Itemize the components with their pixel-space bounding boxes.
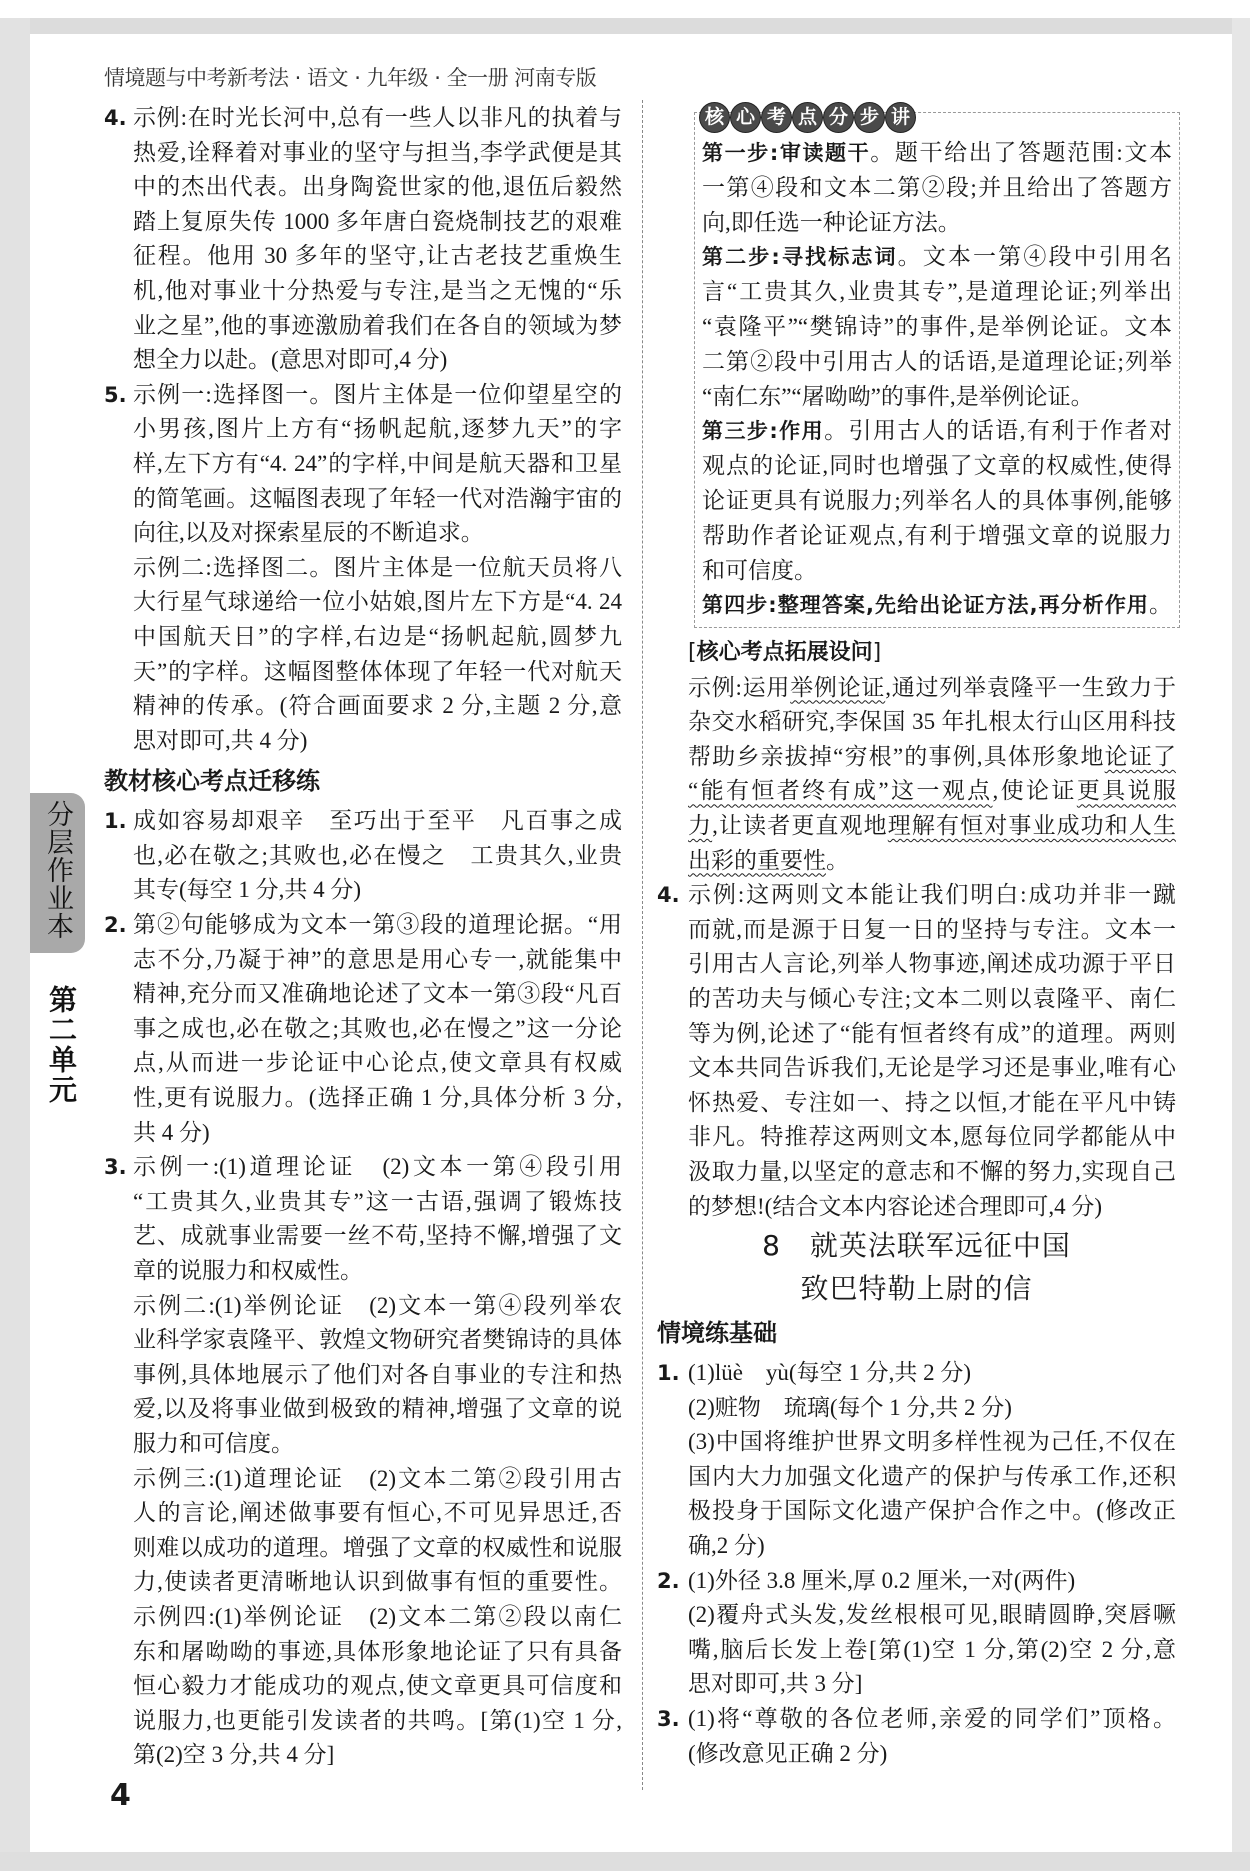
text-line xyxy=(133,873,622,908)
text-line xyxy=(133,1185,622,1220)
text-line xyxy=(702,414,1172,449)
line-text: 第(2)空 3 分,共 4 分] xyxy=(133,1742,335,1768)
line-text: 精神,充分而又准确地论述了文本一第③段“凡百 xyxy=(133,981,622,1007)
line-text: 而就,而是源于日复一日的坚持与专注。文本一 xyxy=(688,916,1176,942)
line-text: 也,必在敬之;其败也,必在慢之 工贵其久,业贵 xyxy=(133,842,622,868)
line-text: 小男孩,图片上方有“扬帆起航,逐梦九天”的字 xyxy=(133,416,622,442)
line-text: (2)赃物 琉璃(每个 1 分,共 2 分) xyxy=(688,1394,1012,1420)
line-text: 其专(每空 1 分,共 4 分) xyxy=(133,877,362,903)
text-line xyxy=(133,1116,622,1151)
text-line xyxy=(133,804,622,839)
line-text: 思对即可,共 4 分) xyxy=(133,727,308,753)
unit-label: 第二单元 xyxy=(45,985,78,1105)
subsection-heading-text: 核心考点拓展设问 xyxy=(696,640,873,665)
line-text: 力,使读者更清晰地认识到做事有恒的重要性。 xyxy=(133,1569,622,1595)
text-line xyxy=(133,1150,622,1185)
text-line xyxy=(133,309,622,344)
text-line xyxy=(133,1081,622,1116)
text-line xyxy=(702,554,1172,589)
line-text: 章的说服力和权威性。 xyxy=(133,1258,363,1283)
line-text: ,使论证 xyxy=(992,778,1077,804)
underlined-text: 论证了 xyxy=(1104,743,1176,769)
text-line xyxy=(133,585,622,620)
line-text: (3)中国将维护世界文明多样性视为己任,不仅在 xyxy=(688,1429,1176,1455)
line-text: 思对即可,共 3 分] xyxy=(688,1671,863,1697)
underlined-text: “能有恒者终有成”这一观点 xyxy=(688,778,993,804)
text-line xyxy=(133,1462,622,1497)
line-text: 想全力以赴。(意思对即可,4 分) xyxy=(133,347,448,373)
right-column xyxy=(657,636,1176,1771)
text-line xyxy=(133,170,622,205)
line-text: 点,从而进一步论证中心论点,使文章具有权威 xyxy=(133,1050,622,1076)
line-text: (1)将“尊敬的各位老师,亲爱的同学们”顶格。 xyxy=(688,1706,1176,1732)
text-line xyxy=(133,136,622,171)
line-text: (1)lüè yù(每空 1 分,共 2 分) xyxy=(688,1360,971,1386)
answer-item xyxy=(657,1356,1176,1564)
text-line xyxy=(702,275,1172,310)
answer-paragraph xyxy=(657,671,1176,879)
scan-border-right xyxy=(1232,18,1250,1871)
lesson-title: 8 就英法联军远征中国 xyxy=(762,1229,1071,1263)
answer-item xyxy=(657,1702,1176,1771)
line-text: 示例四:(1)举例论证 (2)文本二第②段以南仁 xyxy=(133,1603,622,1629)
line-text: “南仁东”“屠呦呦”的事件,是举例论证。 xyxy=(702,383,1094,409)
line-text: 示例:在时光长河中,总有一些人以非凡的执着与 xyxy=(133,105,622,130)
line-text: 示例:运用 xyxy=(688,674,791,700)
text-line xyxy=(688,1120,1176,1155)
text-line xyxy=(688,1737,1176,1772)
item-number: 3. xyxy=(104,1155,127,1180)
text-line xyxy=(133,655,622,690)
line-text: 说服力,也更能引发读者的共鸣。[第(1)空 1 分, xyxy=(133,1707,622,1733)
text-line xyxy=(688,705,1176,740)
answer-item xyxy=(104,378,622,759)
subsection-heading xyxy=(657,636,1176,671)
line-text: 人的言论,阐述做事要有恒心,不可见异思迁,否 xyxy=(133,1500,622,1526)
line-text: 等为例,论述了“能有恒者终有成”的道理。两则 xyxy=(688,1020,1176,1046)
text-line xyxy=(133,1254,622,1289)
answer-item xyxy=(657,1564,1176,1702)
line-text: 汲取力量,以坚定的意志和不懈的努力,实现自己 xyxy=(688,1158,1176,1184)
line-text: 样,左下方有“4. 24”的字样,中间是航天器和卫星 xyxy=(133,450,622,476)
line-text: 示例:这两则文本能让我们明白:成功并非一蹴 xyxy=(688,882,1176,908)
answer-item xyxy=(104,1150,622,1773)
line-text: 中的杰出代表。出身陶瓷世家的他,退伍后毅然 xyxy=(133,174,622,200)
text-line xyxy=(688,913,1176,948)
text-line xyxy=(133,1392,622,1427)
line-text: 非凡。特推荐这两则文本,愿每位同学都能从中 xyxy=(688,1124,1176,1150)
text-line xyxy=(133,1738,622,1773)
text-line xyxy=(688,774,1176,809)
bold-label: 第二步:寻找标志词 xyxy=(702,245,898,270)
text-line xyxy=(133,205,622,240)
text-line xyxy=(688,1425,1176,1460)
page-number: 4 xyxy=(110,1778,131,1813)
badge-char: 步 xyxy=(855,103,884,132)
line-text: 天”的字样。这幅图整体体现了年轻一代对航天 xyxy=(133,658,622,684)
badge-char: 点 xyxy=(793,103,822,132)
item-number: 4. xyxy=(657,883,680,908)
text-line xyxy=(133,1669,622,1704)
answer-item xyxy=(104,804,622,908)
bold-label: 第一步:审读题干 xyxy=(702,141,871,165)
text-line xyxy=(688,1598,1176,1633)
text-line xyxy=(133,516,622,551)
text-line xyxy=(133,943,622,978)
text-line xyxy=(133,689,622,724)
badge-char: 考 xyxy=(762,103,791,132)
text-line xyxy=(702,345,1172,380)
line-text: 东和屠呦呦的事迹,具体形象地论证了只有具备 xyxy=(133,1638,622,1664)
text-line xyxy=(688,671,1176,706)
text-line xyxy=(688,1017,1176,1052)
text-line xyxy=(133,482,622,517)
text-line xyxy=(688,1051,1176,1086)
line-text: 怀热爱、专注如一、持之以恒,才能在平凡中铸 xyxy=(688,1089,1176,1115)
text-line xyxy=(133,1565,622,1600)
line-text: 机,他对事业十分热爱与专注,是当之无愧的“乐 xyxy=(133,277,622,303)
text-line xyxy=(702,519,1172,554)
line-text: (1)外径 3.8 厘米,厚 0.2 厘米,一对(两件) xyxy=(688,1567,1076,1593)
underlined-text: 力 xyxy=(688,812,713,838)
badge-char: 心 xyxy=(731,103,760,132)
line-text: 示例一:(1)道理论证 (2)文本一第④段引用 xyxy=(133,1154,622,1180)
text-line xyxy=(688,878,1176,913)
line-text: 大行星气球递给一位小姑娘,图片左下方是“4. 24 xyxy=(133,589,622,615)
line-text: 示例二:(1)举例论证 (2)文本一第④段列举农 xyxy=(133,1292,622,1318)
text-line xyxy=(688,1702,1176,1737)
line-text: 的简笔画。这幅图表现了年轻一代对浩瀚宇宙的 xyxy=(133,485,622,511)
text-line xyxy=(702,449,1172,484)
text-line xyxy=(688,1667,1176,1702)
line-text: 帮助作者论证观点,有利于增强文章的说服力 xyxy=(702,522,1172,548)
text-line xyxy=(702,171,1172,206)
text-line xyxy=(133,1289,622,1324)
text-line xyxy=(688,1633,1176,1668)
text-line xyxy=(133,620,622,655)
text-line xyxy=(688,809,1176,844)
line-text: (2)覆舟式头发,发丝根根可见,眼睛圆睁,突唇噘 xyxy=(688,1602,1176,1628)
line-text: 的梦想!(结合文本内容论述合理即可,4 分) xyxy=(688,1193,1102,1219)
item-number: 1. xyxy=(657,1361,680,1386)
line-text: 示例三:(1)道理论证 (2)文本二第②段引用古 xyxy=(133,1465,622,1491)
text-line xyxy=(133,447,622,482)
text-line xyxy=(688,844,1176,879)
badge-char: 核 xyxy=(700,103,729,132)
text-line xyxy=(702,380,1172,415)
line-text: 踏上复原失传 1000 多年唐白瓷烧制技艺的艰难 xyxy=(133,208,622,234)
running-header: 情境题与中考新考法 · 语文 · 九年级 · 全一册 河南专版 xyxy=(104,66,597,90)
line-text: 引用古人言论,列举人物事迹,阐述成功源于平日 xyxy=(688,951,1176,977)
text-line xyxy=(133,1427,622,1462)
text-line xyxy=(688,1494,1176,1529)
line-text: 论证更具有说服力;列举名人的具体事例,能够 xyxy=(702,487,1172,513)
lesson-title: 致巴特勒上尉的信 xyxy=(800,1272,1033,1306)
line-text: 一第④段和文本二第②段;并且给出了答题方 xyxy=(702,174,1172,200)
line-text: 言“工贵其久,业贵其专”,是道理论证;列举出 xyxy=(702,279,1172,305)
line-text: 事例,具体地展示了他们对各自事业的专注和热 xyxy=(133,1361,622,1387)
line-text: 精神的传承。(符合画面要求 2 分,主题 2 分,意 xyxy=(133,693,622,719)
item-number: 2. xyxy=(104,913,127,938)
item-number: 2. xyxy=(657,1568,680,1593)
text-line xyxy=(133,239,622,274)
line-text: 二第②段中引用古人的话语,是道理论证;列举 xyxy=(702,348,1172,374)
line-text: 。引用古人的话语,有利于作者对 xyxy=(824,418,1172,444)
line-text: 。 xyxy=(826,847,849,873)
line-text: ,让读者更直观地 xyxy=(712,812,888,838)
line-text: ,通过列举袁隆平一生致力于 xyxy=(885,674,1176,700)
text-line xyxy=(702,588,1172,623)
text-line xyxy=(133,274,622,309)
text-line xyxy=(688,1460,1176,1495)
line-text: 确,2 分) xyxy=(688,1533,765,1559)
text-line xyxy=(133,908,622,943)
text-line xyxy=(133,378,622,413)
answer-item xyxy=(657,878,1176,1224)
underlined-text: 举例论证 xyxy=(790,674,886,700)
side-tab-label: 分层作业本 xyxy=(42,800,73,940)
text-line xyxy=(133,724,622,759)
text-line xyxy=(133,343,622,378)
text-line xyxy=(133,412,622,447)
line-text: 爱,以及将事业做到极致的精神,增强了文章的说 xyxy=(133,1396,622,1422)
text-line xyxy=(688,1190,1176,1225)
bold-label: 第四步:整理答案,先给出论证方法,再分析作用 xyxy=(702,593,1149,618)
line-text: 共 4 分) xyxy=(133,1119,210,1145)
line-text: 帮助乡亲拔掉“穷根”的事例,具体形象地 xyxy=(688,743,1105,769)
text-line xyxy=(133,1600,622,1635)
text-line xyxy=(688,982,1176,1017)
line-text: 事之成也,必在敬之;其败也,必在慢之”这一分论 xyxy=(133,1015,622,1041)
line-text: 极投身于国际文化遗产保护合作之中。(修改正 xyxy=(688,1498,1176,1524)
line-text: 文本共同告诉我们,无论是学习还是事业,唯有心 xyxy=(688,1055,1176,1081)
line-text: “工贵其久,业贵其专”这一古语,强调了锻炼技 xyxy=(133,1188,622,1214)
bracket-close: ] xyxy=(872,640,882,665)
line-text: 向往,以及对探索星辰的不断追求。 xyxy=(133,520,484,546)
line-text: 。 xyxy=(1149,592,1172,618)
text-line xyxy=(702,310,1172,345)
line-text: 热爱,诠释着对事业的坚守与担当,李学武便是其 xyxy=(133,139,622,165)
text-line xyxy=(133,101,622,136)
line-text: 中国航天日”的字样,右边是“扬帆起航,圆梦九 xyxy=(133,623,622,649)
line-text: 成如容易却艰辛 至巧出于至平 凡百事之成 xyxy=(133,808,622,834)
section-heading: 情境练基础 xyxy=(657,1319,777,1348)
text-line xyxy=(133,1323,622,1358)
bracket-open: [ xyxy=(688,640,697,665)
item-number: 1. xyxy=(104,809,127,834)
text-line xyxy=(688,1529,1176,1564)
line-text: 和可信度。 xyxy=(702,557,817,583)
line-text: 第②句能够成为文本一第③段的道理论据。“用 xyxy=(133,912,622,938)
line-text: (修改意见正确 2 分) xyxy=(688,1740,888,1766)
item-number: 4. xyxy=(104,106,127,130)
line-text: 志不分,乃凝于神”的意思是用心专一,就能集中 xyxy=(133,946,622,972)
text-line xyxy=(688,740,1176,775)
line-text: 艺、成就事业需要一丝不苟,坚持不懈,增强了文 xyxy=(133,1223,622,1249)
line-text: 。文本一第④段中引用名 xyxy=(897,244,1172,270)
scan-border-left xyxy=(0,18,30,1871)
text-line xyxy=(133,839,622,874)
text-line xyxy=(688,1356,1176,1391)
line-text: 向,即任选一种论证方法。 xyxy=(702,209,961,235)
column-divider xyxy=(642,100,643,1790)
text-line xyxy=(702,484,1172,519)
line-text: 业科学家袁隆平、敦煌文物研究者樊锦诗的具体 xyxy=(133,1327,622,1353)
underlined-text: 理解有恒对事业成功和人生 xyxy=(887,812,1176,838)
item-number: 5. xyxy=(104,382,127,407)
text-line xyxy=(688,1391,1176,1426)
text-line xyxy=(702,206,1172,241)
badge-char: 分 xyxy=(824,103,853,132)
text-line xyxy=(133,1219,622,1254)
line-text: 。题干给出了答题范围:文本 xyxy=(870,140,1172,165)
text-line xyxy=(688,1086,1176,1121)
underlined-text: 更具说服 xyxy=(1076,778,1176,804)
underlined-text: 出彩的重要性 xyxy=(688,847,826,873)
text-line xyxy=(133,1358,622,1393)
text-line xyxy=(688,1564,1176,1599)
text-line xyxy=(133,1496,622,1531)
line-text: 征程。他用 30 多年的坚守,让古老技艺重焕生 xyxy=(133,243,622,269)
text-line xyxy=(133,977,622,1012)
line-text: 性,更有说服力。(选择正确 1 分,具体分析 3 分, xyxy=(133,1085,622,1111)
line-text: 业之星”,他的事迹激励着我们在各自的领域为梦 xyxy=(133,312,622,338)
scan-border-top xyxy=(0,18,1250,34)
line-text: 嘴,脑后长发上卷[第(1)空 1 分,第(2)空 2 分,意 xyxy=(688,1636,1176,1662)
text-line xyxy=(133,1531,622,1566)
answer-item xyxy=(104,101,622,378)
text-line xyxy=(702,136,1172,171)
text-line xyxy=(133,1635,622,1670)
core-steps-badge xyxy=(700,103,917,132)
line-text: 则难以成功的道理。增强了文章的权威性和说服 xyxy=(133,1534,622,1560)
line-text: 恒心毅力才能成功的观点,使文章更具可信度和 xyxy=(133,1673,622,1699)
text-line xyxy=(688,947,1176,982)
text-line xyxy=(133,1704,622,1739)
text-line xyxy=(133,1046,622,1081)
text-line xyxy=(133,1012,622,1047)
line-text: 观点的论证,同时也增强了文章的权威性,使得 xyxy=(702,453,1172,479)
text-line xyxy=(688,1155,1176,1190)
left-column xyxy=(104,101,622,1773)
answer-item xyxy=(104,908,622,1150)
line-text: 杂交水稻研究,李保国 35 年扎根太行山区用科技 xyxy=(688,709,1176,735)
line-text: 服力和可信度。 xyxy=(133,1430,294,1456)
text-line xyxy=(133,551,622,586)
section-heading: 教材核心考点迁移练 xyxy=(104,767,320,796)
badge-char: 讲 xyxy=(886,103,915,132)
line-text: 的苦功夫与倾心专注;文本二则以袁隆平、南仁 xyxy=(688,985,1176,1011)
core-steps-content xyxy=(702,136,1172,623)
line-text: 国内大力加强文化遗产的保护与传承工作,还积 xyxy=(688,1463,1176,1489)
item-number: 3. xyxy=(657,1707,680,1732)
line-text: 示例二:选择图二。图片主体是一位航天员将八 xyxy=(133,554,622,580)
bold-label: 第三步:作用 xyxy=(702,419,825,444)
text-line xyxy=(702,240,1172,275)
line-text: “袁隆平”“樊锦诗”的事件,是举例论证。文本 xyxy=(702,313,1172,339)
line-text: 示例一:选择图一。图片主体是一位仰望星空的 xyxy=(133,381,622,407)
scan-border-bottom xyxy=(0,1852,1250,1871)
